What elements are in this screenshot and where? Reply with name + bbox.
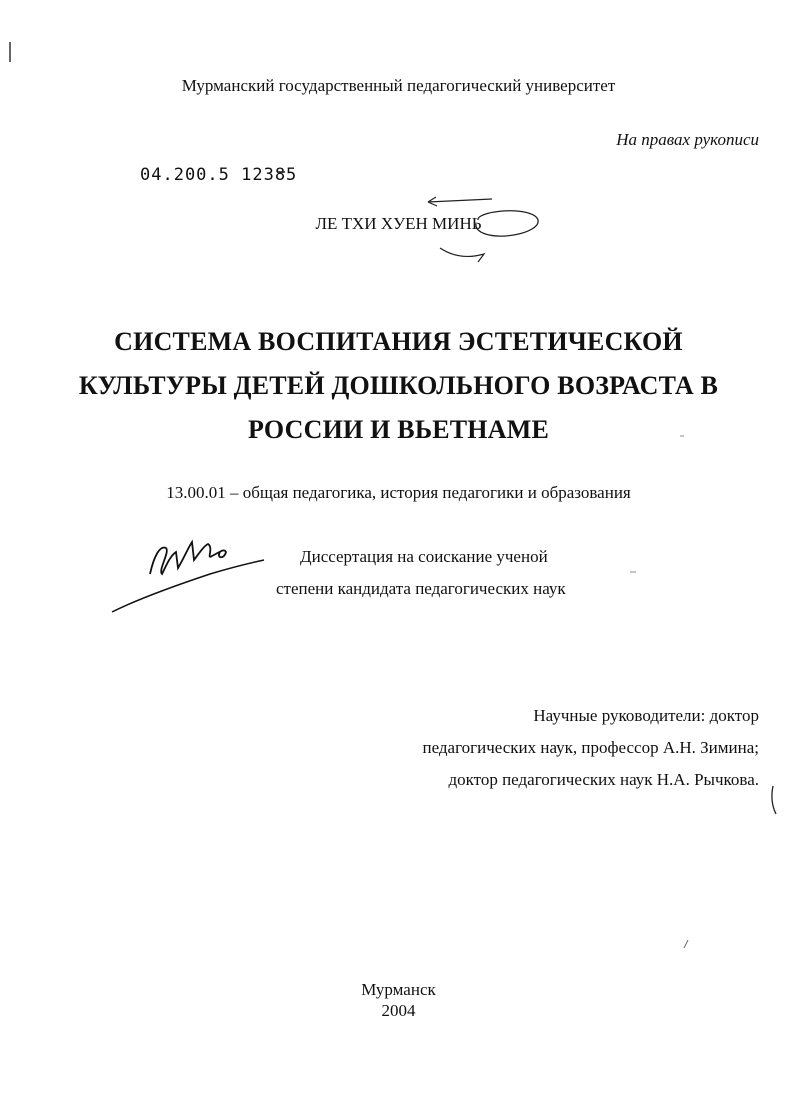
handwritten-arrow-icon: [428, 197, 492, 206]
specialty-code: 13.00.01 – общая педагогика, история педагогики и образования: [166, 483, 631, 502]
title-line-1: СИСТЕМА ВОСПИТАНИЯ ЭСТЕТИЧЕСКОЙ: [114, 327, 683, 356]
title-line-2: КУЛЬТУРЫ ДЕТЕЙ ДОШКОЛЬНОГО ВОЗРАСТА В: [78, 371, 719, 400]
advisors-line-1: Научные руководители: доктор: [533, 706, 759, 725]
year: 2004: [381, 1001, 416, 1020]
name-circle-mark: [476, 211, 538, 236]
signature-icon: [150, 542, 226, 574]
speck: [684, 940, 688, 948]
title-line-3: РОССИИ И ВЬЕТНАМЕ: [248, 415, 549, 444]
signature-stroke: [112, 560, 264, 612]
degree-line-1: Диссертация на соискание ученой: [300, 547, 548, 566]
author-name: ЛЕ ТХИ ХУЕН МИНЬ: [315, 214, 482, 233]
degree-line-2: степени кандидата педагогических наук: [276, 579, 566, 598]
advisors-line-2: педагогических наук, профессор А.Н. Зимина;: [422, 738, 759, 757]
advisors-line-3: доктор педагогических наук Н.А. Рычкова.: [448, 770, 759, 789]
manuscript-rights-note: На правах рукописи: [616, 130, 759, 149]
archive-stamp: 04.200.5 12385: [140, 165, 298, 185]
margin-mark: [772, 786, 776, 814]
university-name: Мурманский государственный педагогический университет: [181, 76, 616, 95]
city: Мурманск: [361, 980, 436, 999]
underline-squiggle: [440, 248, 484, 262]
